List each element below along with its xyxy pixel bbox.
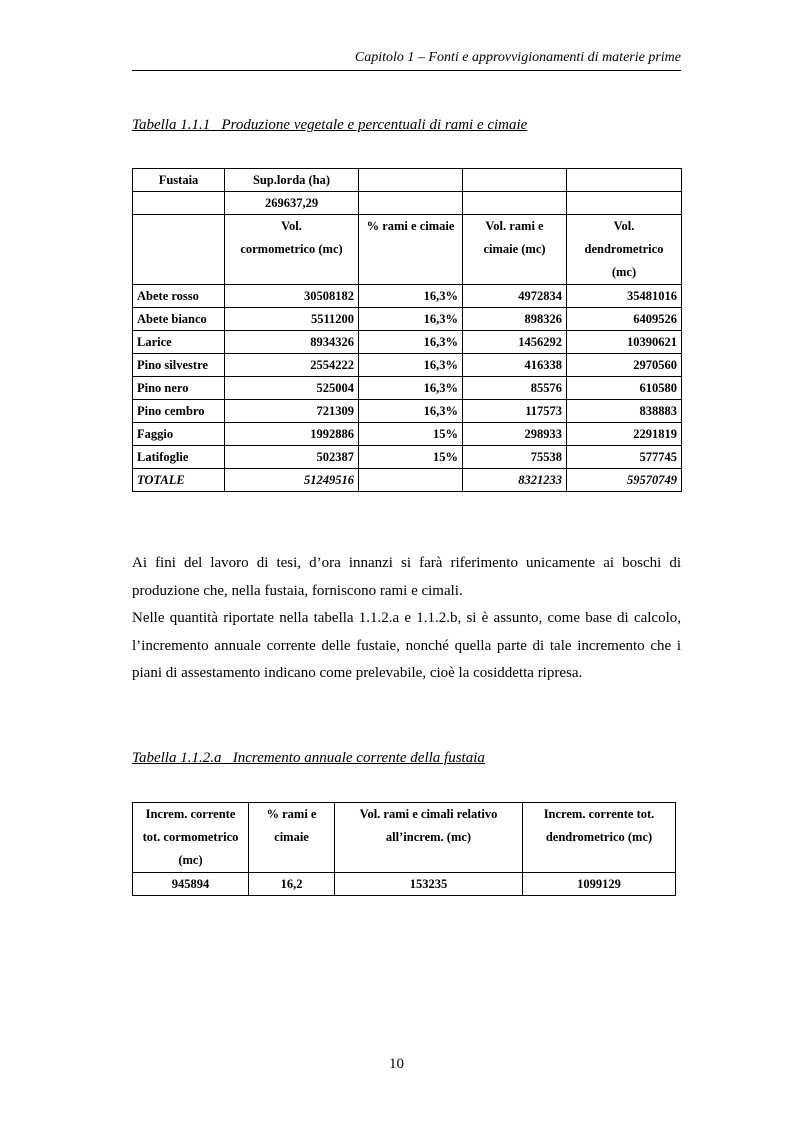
perc-rami: 16,3%	[359, 308, 463, 331]
label-line: dendrometrico	[584, 242, 664, 256]
empty-cell	[359, 169, 463, 192]
label-line: Vol.	[281, 219, 302, 233]
total-vol-rami: 8321233	[463, 469, 567, 492]
vol-dendrometrico: 2970560	[567, 354, 682, 377]
label-line: Vol. rami e cimali relativo	[359, 807, 498, 821]
vol-dendrometrico: 610580	[567, 377, 682, 400]
vol-dendrometrico: 6409526	[567, 308, 682, 331]
table-row	[133, 377, 682, 400]
vol-cormometrico: 5511200	[225, 308, 359, 331]
production-table	[132, 168, 682, 492]
vol-dendrometrico: 35481016	[567, 285, 682, 308]
paragraph-1: Ai fini del lavoro di tesi, d’ora innanzi si farà riferimento unicamente ai boschi di produzione che, nella fustaia, forniscono rami e cimali.	[132, 555, 681, 599]
label-line: tot. cormometrico	[142, 830, 239, 844]
table1-caption: Tabella 1.1.1 Produzione vegetale e percentuali di rami e cimaie	[132, 117, 528, 133]
sup-lorda-value: 269637,29	[225, 192, 359, 215]
total-vol-cormometrico: 51249516	[225, 469, 359, 492]
perc-rami: 16,3%	[359, 285, 463, 308]
vol-dendrometrico: 10390621	[567, 331, 682, 354]
label-line: (mc)	[611, 265, 637, 279]
empty-cell	[133, 215, 225, 285]
vol-cormometrico: 2554222	[225, 354, 359, 377]
empty-cell	[463, 169, 567, 192]
total-row	[133, 469, 682, 492]
total-label: TOTALE	[133, 469, 225, 492]
perc-rami: 16,3%	[359, 400, 463, 423]
vol-rami: 85576	[463, 377, 567, 400]
header-vol-rami-relativo	[335, 803, 523, 873]
vol-rami: 416338	[463, 354, 567, 377]
vol-cormometrico: 8934326	[225, 331, 359, 354]
subheader-vol-dendrometrico	[567, 215, 682, 285]
perc-rami: 16,3%	[359, 331, 463, 354]
species-name: Pino cembro	[133, 400, 225, 423]
label-line: dendrometrico (mc)	[545, 830, 653, 844]
table-row	[133, 354, 682, 377]
header-perc-rami	[249, 803, 335, 873]
header-sup-lorda: Sup.lorda (ha)	[225, 169, 359, 192]
vol-rami: 4972834	[463, 285, 567, 308]
table-row	[133, 285, 682, 308]
total-perc-rami	[359, 469, 463, 492]
page-number: 10	[389, 1056, 404, 1072]
subheader-perc-rami: % rami e cimaie	[359, 215, 463, 285]
table-row	[133, 331, 682, 354]
vol-rami: 298933	[463, 423, 567, 446]
label-line: cimaie (mc)	[483, 242, 546, 256]
total-vol-dendrometrico: 59570749	[567, 469, 682, 492]
header-increm-cormometrico	[133, 803, 249, 873]
subheader-vol-cormometrico	[225, 215, 359, 285]
table-row	[133, 308, 682, 331]
vol-cormometrico: 1992886	[225, 423, 359, 446]
vol-rami: 1456292	[463, 331, 567, 354]
species-name: Latifoglie	[133, 446, 225, 469]
vol-cormometrico: 721309	[225, 400, 359, 423]
value-perc-rami: 16,2	[249, 873, 335, 896]
vol-rami: 117573	[463, 400, 567, 423]
vol-cormometrico: 502387	[225, 446, 359, 469]
vol-dendrometrico: 838883	[567, 400, 682, 423]
value-increm-dendrometrico: 1099129	[523, 873, 676, 896]
vol-rami: 75538	[463, 446, 567, 469]
empty-cell	[133, 192, 225, 215]
species-name: Abete rosso	[133, 285, 225, 308]
vol-cormometrico: 525004	[225, 377, 359, 400]
increment-table	[132, 802, 676, 896]
species-name: Faggio	[133, 423, 225, 446]
table-row	[133, 873, 676, 896]
table-row	[133, 423, 682, 446]
species-name: Abete bianco	[133, 308, 225, 331]
vol-rami: 898326	[463, 308, 567, 331]
subheader-vol-rami	[463, 215, 567, 285]
perc-rami: 16,3%	[359, 354, 463, 377]
label-line: all’increm. (mc)	[385, 830, 472, 844]
vol-dendrometrico: 2291819	[567, 423, 682, 446]
vol-dendrometrico: 577745	[567, 446, 682, 469]
table-row	[133, 446, 682, 469]
species-name: Larice	[133, 331, 225, 354]
label-line: cimaie	[274, 830, 309, 844]
header-increm-dendrometrico	[523, 803, 676, 873]
table-row	[133, 400, 682, 423]
value-increm-cormometrico: 945894	[133, 873, 249, 896]
header-fustaia: Fustaia	[133, 169, 225, 192]
label-line: Increm. corrente tot.	[543, 807, 655, 821]
label-line: % rami e	[266, 807, 317, 821]
empty-cell	[359, 192, 463, 215]
species-name: Pino silvestre	[133, 354, 225, 377]
header-rule	[132, 70, 681, 71]
paragraph-2: Nelle quantità riportate nella tabella 1.1.2.a e 1.1.2.b, si è assunto, come base di calcolo, l’incremento annuale corrente delle fustaie, nonché quella parte di tale incremento che i piani di assestamento indicano come prelevabile, cioè la cosiddetta ripresa.	[132, 610, 681, 681]
empty-cell	[567, 192, 682, 215]
vol-cormometrico: 30508182	[225, 285, 359, 308]
perc-rami: 15%	[359, 423, 463, 446]
perc-rami: 16,3%	[359, 377, 463, 400]
running-header: Capitolo 1 – Fonti e approvvigionamenti di materie prime	[354, 50, 681, 65]
table2-caption: Tabella 1.1.2.a Incremento annuale corrente della fustaia	[132, 750, 485, 766]
empty-cell	[463, 192, 567, 215]
label-line: cormometrico (mc)	[240, 242, 343, 256]
label-line: Vol. rami e	[485, 219, 544, 233]
perc-rami: 15%	[359, 446, 463, 469]
label-line: (mc)	[178, 853, 203, 867]
label-line: Vol.	[613, 219, 635, 233]
species-name: Pino nero	[133, 377, 225, 400]
label-line: Increm. corrente	[145, 807, 236, 821]
empty-cell	[567, 169, 682, 192]
value-vol-rami-relativo: 153235	[335, 873, 523, 896]
